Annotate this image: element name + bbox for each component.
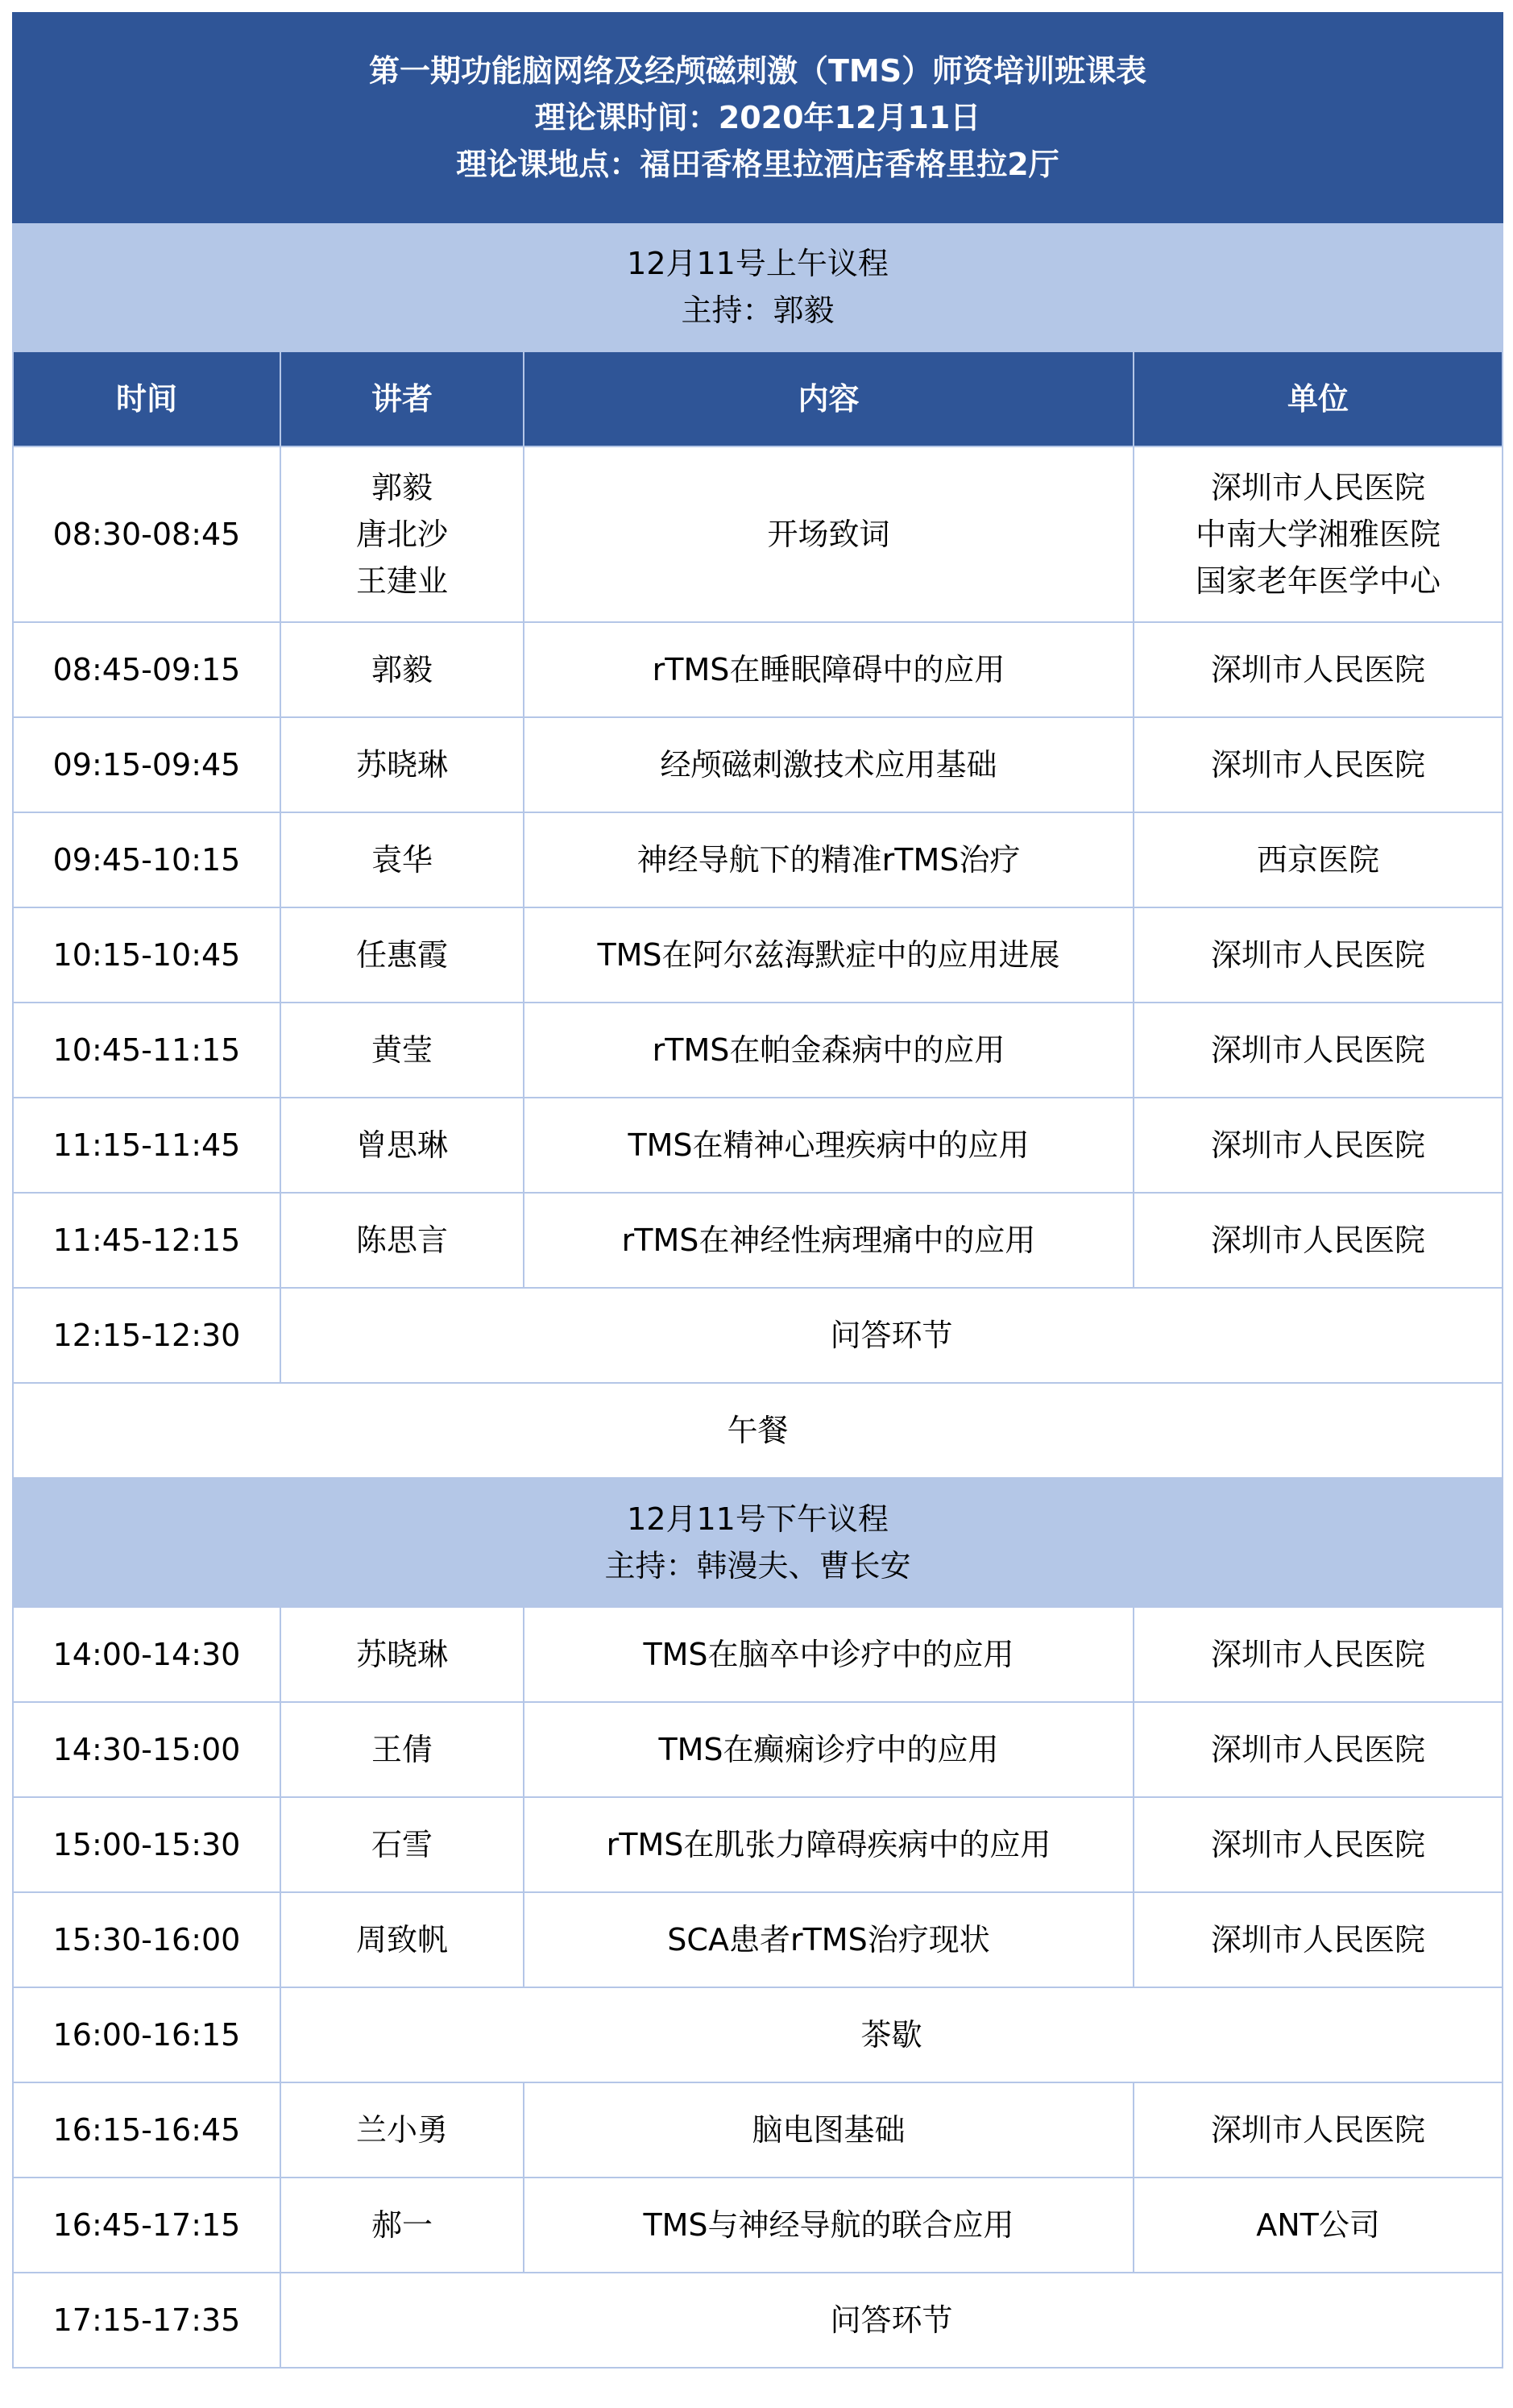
morning-title: 12月11号上午议程 xyxy=(627,246,889,281)
speaker-cell xyxy=(280,622,524,717)
header-unit: 单位 xyxy=(1134,351,1503,446)
afternoon-title: 12月11号下午议程 xyxy=(627,1501,889,1537)
speaker-cell xyxy=(280,2082,524,2178)
unit-cell xyxy=(1134,907,1503,1003)
table-row xyxy=(13,1607,1503,1702)
table-row xyxy=(13,1702,1503,1797)
speaker-name: 苏晓琳 xyxy=(355,747,448,783)
time-cell: 09:45-10:15 xyxy=(13,812,280,907)
title-row xyxy=(13,13,1503,222)
morning-host: 主持：郭毅 xyxy=(681,293,835,328)
unit-name: 深圳市人民医院 xyxy=(1211,1127,1426,1163)
speaker-cell xyxy=(280,812,524,907)
morning-section xyxy=(13,222,1503,351)
time-cell: 15:30-16:00 xyxy=(13,1892,280,1987)
content-cell: 经颅磁刺激技术应用基础 xyxy=(524,717,1134,812)
table-row xyxy=(13,2273,1503,2368)
content-cell: TMS与神经导航的联合应用 xyxy=(524,2178,1134,2273)
time-cell: 10:15-10:45 xyxy=(13,907,280,1003)
unit-name: 深圳市人民医院 xyxy=(1211,747,1426,783)
content-cell: TMS在脑卒中诊疗中的应用 xyxy=(524,1607,1134,1702)
speaker-name: 王建业 xyxy=(355,563,448,599)
time-cell: 16:15-16:45 xyxy=(13,2082,280,2178)
schedule-title xyxy=(13,13,1503,222)
unit-cell xyxy=(1134,2082,1503,2178)
speaker-cell xyxy=(280,1797,524,1892)
speaker-cell xyxy=(280,1193,524,1288)
table-row xyxy=(13,1098,1503,1193)
speaker-name: 郭毅 xyxy=(371,652,433,687)
speaker-name: 曾思琳 xyxy=(355,1127,448,1163)
table-row xyxy=(13,907,1503,1003)
unit-name: 深圳市人民医院 xyxy=(1211,1732,1426,1767)
time-cell: 16:00-16:15 xyxy=(13,1987,280,2082)
unit-name: 深圳市人民医院 xyxy=(1211,652,1426,687)
unit-cell xyxy=(1134,812,1503,907)
unit-cell xyxy=(1134,1797,1503,1892)
table-row xyxy=(13,446,1503,622)
morning-section-row xyxy=(13,222,1503,351)
speaker-name: 任惠霞 xyxy=(355,937,448,973)
content-cell: rTMS在睡眠障碍中的应用 xyxy=(524,622,1134,717)
afternoon-host: 主持：韩漫夫、曹长安 xyxy=(604,1548,911,1584)
speaker-cell xyxy=(280,1607,524,1702)
unit-name: 西京医院 xyxy=(1257,842,1380,878)
unit-name: 深圳市人民医院 xyxy=(1211,1032,1426,1068)
speaker-name: 郭毅 xyxy=(371,470,433,505)
lunch-row xyxy=(13,1383,1503,1478)
unit-cell xyxy=(1134,1892,1503,1987)
table-row xyxy=(13,812,1503,907)
table-row xyxy=(13,717,1503,812)
speaker-cell xyxy=(280,717,524,812)
time-cell: 15:00-15:30 xyxy=(13,1797,280,1892)
unit-name: 深圳市人民医院 xyxy=(1211,1922,1426,1958)
unit-cell xyxy=(1134,1702,1503,1797)
header-speaker: 讲者 xyxy=(280,351,524,446)
column-header-row xyxy=(13,351,1503,446)
speaker-cell xyxy=(280,446,524,622)
speaker-cell xyxy=(280,1003,524,1098)
table-row xyxy=(13,1987,1503,2082)
speaker-name: 苏晓琳 xyxy=(355,1637,448,1672)
title-line-1: 第一期功能脑网络及经颅磁刺激（TMS）师资培训班课表 xyxy=(368,53,1147,89)
content-cell: TMS在精神心理疾病中的应用 xyxy=(524,1098,1134,1193)
content-cell: 脑电图基础 xyxy=(524,2082,1134,2178)
title-line-2: 理论课时间：2020年12月11日 xyxy=(534,100,981,135)
content-cell: TMS在阿尔兹海默症中的应用进展 xyxy=(524,907,1134,1003)
table-row xyxy=(13,2178,1503,2273)
unit-cell xyxy=(1134,1607,1503,1702)
lunch-cell: 午餐 xyxy=(13,1383,1503,1478)
content-cell: rTMS在帕金森病中的应用 xyxy=(524,1003,1134,1098)
table-row xyxy=(13,1288,1503,1383)
time-cell: 08:30-08:45 xyxy=(13,446,280,622)
speaker-name: 周致帆 xyxy=(355,1922,448,1958)
time-cell: 17:15-17:35 xyxy=(13,2273,280,2368)
time-cell: 10:45-11:15 xyxy=(13,1003,280,1098)
time-cell: 08:45-09:15 xyxy=(13,622,280,717)
time-cell: 11:15-11:45 xyxy=(13,1098,280,1193)
content-cell: 开场致词 xyxy=(524,446,1134,622)
unit-name: 深圳市人民医院 xyxy=(1211,937,1426,973)
time-cell: 14:30-15:00 xyxy=(13,1702,280,1797)
afternoon-section-row xyxy=(13,1478,1503,1607)
content-cell: rTMS在肌张力障碍疾病中的应用 xyxy=(524,1797,1134,1892)
content-cell: rTMS在神经性病理痛中的应用 xyxy=(524,1193,1134,1288)
title-line-3: 理论课地点：福田香格里拉酒店香格里拉2厅 xyxy=(456,147,1059,182)
speaker-cell xyxy=(280,1702,524,1797)
schedule-table xyxy=(12,12,1503,2369)
time-cell: 16:45-17:15 xyxy=(13,2178,280,2273)
speaker-name: 唐北沙 xyxy=(355,517,448,552)
session-break-cell: 问答环节 xyxy=(280,1288,1503,1383)
unit-cell xyxy=(1134,622,1503,717)
table-row xyxy=(13,1797,1503,1892)
speaker-name: 袁华 xyxy=(371,842,433,878)
speaker-cell xyxy=(280,1892,524,1987)
speaker-cell xyxy=(280,2178,524,2273)
speaker-name: 郝一 xyxy=(371,2207,433,2243)
table-row xyxy=(13,1193,1503,1288)
content-cell: 神经导航下的精准rTMS治疗 xyxy=(524,812,1134,907)
unit-name: 深圳市人民医院 xyxy=(1211,2112,1426,2148)
speaker-cell xyxy=(280,907,524,1003)
unit-name: 深圳市人民医院 xyxy=(1211,1223,1426,1258)
time-cell: 11:45-12:15 xyxy=(13,1193,280,1288)
table-row xyxy=(13,1003,1503,1098)
session-break-cell: 茶歇 xyxy=(280,1987,1503,2082)
header-time: 时间 xyxy=(13,351,280,446)
table-row xyxy=(13,2082,1503,2178)
speaker-name: 王倩 xyxy=(371,1732,433,1767)
unit-cell xyxy=(1134,1003,1503,1098)
content-cell: TMS在癫痫诊疗中的应用 xyxy=(524,1702,1134,1797)
speaker-name: 兰小勇 xyxy=(355,2112,448,2148)
unit-cell xyxy=(1134,446,1503,622)
unit-name: 深圳市人民医院 xyxy=(1211,470,1426,505)
speaker-name: 黄莹 xyxy=(371,1032,433,1068)
unit-name: ANT公司 xyxy=(1256,2207,1380,2243)
speaker-cell xyxy=(280,1098,524,1193)
unit-name: 深圳市人民医院 xyxy=(1211,1827,1426,1862)
unit-cell xyxy=(1134,717,1503,812)
time-cell: 12:15-12:30 xyxy=(13,1288,280,1383)
unit-cell xyxy=(1134,1193,1503,1288)
header-content: 内容 xyxy=(524,351,1134,446)
unit-name: 中南大学湘雅医院 xyxy=(1196,517,1441,552)
unit-cell xyxy=(1134,2178,1503,2273)
afternoon-section xyxy=(13,1478,1503,1607)
speaker-name: 陈思言 xyxy=(355,1223,448,1258)
table-row xyxy=(13,1892,1503,1987)
time-cell: 09:15-09:45 xyxy=(13,717,280,812)
unit-cell xyxy=(1134,1098,1503,1193)
time-cell: 14:00-14:30 xyxy=(13,1607,280,1702)
unit-name: 国家老年医学中心 xyxy=(1196,563,1441,599)
session-break-cell: 问答环节 xyxy=(280,2273,1503,2368)
table-row xyxy=(13,622,1503,717)
content-cell: SCA患者rTMS治疗现状 xyxy=(524,1892,1134,1987)
unit-name: 深圳市人民医院 xyxy=(1211,1637,1426,1672)
speaker-name: 石雪 xyxy=(371,1827,433,1862)
